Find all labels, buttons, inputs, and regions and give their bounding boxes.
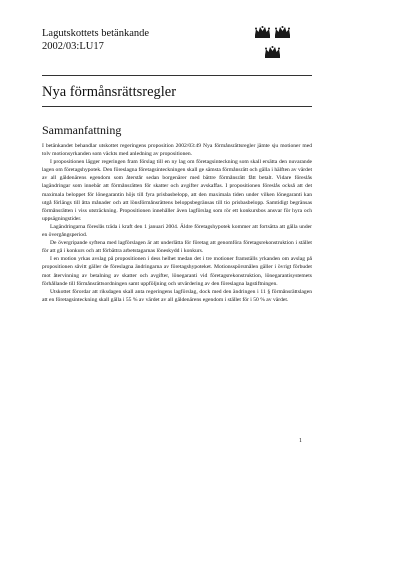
summary-paragraph: Utskottet förordar att riksdagen skall anta regeringens lagförslag, dock med den ändringen i 11 § förmånsrättslagen att en företagsinteckning skall gälla i 55 % av värdet av all gäldenärens egendom i stället för i 50 % av värdet. bbox=[42, 288, 312, 303]
committee-report-label: Lagutskottets betänkande bbox=[42, 28, 150, 39]
section-heading: Sammanfattning bbox=[42, 123, 122, 137]
summary-body bbox=[42, 142, 312, 304]
three-crowns-icon bbox=[253, 24, 293, 64]
summary-paragraph: Lagändringarna föreslås träda i kraft den 1 januari 2004. Äldre företagshypotek kommer att fortsätta att gälla under en övergångsperiod. bbox=[42, 223, 312, 239]
summary-paragraph: De övergripande syftena med lagförslagen är att underlätta för företag att genomföra företagsrekonstruktion i stället för att gå i konkurs och att förbättra arbetstagarnas löneskydd i konkurs. bbox=[42, 240, 312, 255]
summary-paragraph: I betänkandet behandlar utskottet regeringens proposition 2002/03:49 Nya förmånsrättsregler jämte sju motioner med tolv motionsyrkanden som väckts med anledning av propositionen. bbox=[42, 143, 312, 158]
document-title: Nya förmånsrättsregler bbox=[42, 84, 177, 100]
summary-paragraph: I en motion yrkas avslag på propositionen i dess helhet medan det i tre motioner framställs yrkanden om avslag på propositionen såvitt gäller de föreslagna ändringarna av företagshypoteket. Motionsspörsmålen gäller i övrigt förbudet mot återvinning av betalning av skatter och avgifter, lönegaranti vid företagsrekonstruktion, lönegarantisystemets förhållande till förmånsrättsordningen samt uppföljning och utvärdering av den föreslagna lagstiftningen. bbox=[42, 256, 312, 287]
title-rule-bottom bbox=[42, 106, 312, 107]
document-header bbox=[42, 27, 149, 53]
title-rule-top bbox=[42, 75, 312, 76]
page-number: 1 bbox=[299, 438, 302, 444]
summary-paragraph: I propositionen lägger regeringen fram förslag till en ny lag om företagsinteckning som skall ersätta den nuvarande lagen om företagshypotek. Den föreslagna företagsinteckningen skall ge sämsta förmånsrätt och gälla i hälften av värdet av all gäldenärens egendom som återstår sedan borgenärer med bättre förmånsrätt fått betalt. Vidare föreslås lagändringar som innebär att förmånsrätten för skatter och avgifter avskaffas. I propositionen föreslås också att det maximala beloppet för lönegarantin höjs till fyra prisbasbelopp, att den maximala tiden under vilken lönegaranti kan utgå förlängs till åtta månader och att lönsförmånsrättens beloppsbegränsas till tio prisbasbelopp. Samtidigt begränsas förmånsrätten i viss utsträckning. Propositionen innehåller även lagförslag som rör ett konkursbos ansvar för hyra och uppsägningstider. bbox=[42, 159, 312, 222]
report-number: 2002/03:LU17 bbox=[42, 41, 104, 52]
